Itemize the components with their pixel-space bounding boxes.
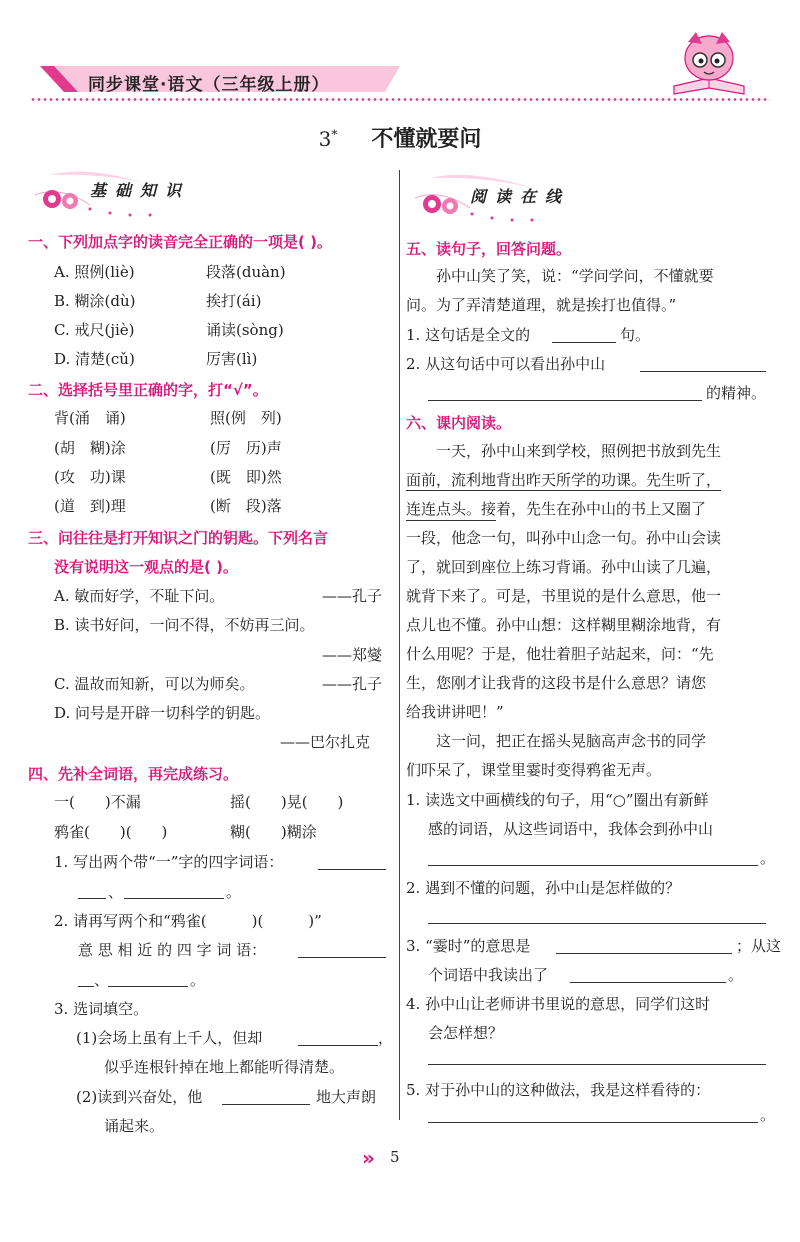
mascot-book-icon — [666, 28, 752, 100]
page-number: 5 — [390, 1148, 400, 1166]
end-mark: 。 — [760, 849, 776, 867]
q3-title-line1: 三、问往往是打开知识之门的钥匙。下列名言 — [28, 529, 329, 547]
q2-title: 二、选择括号里正确的字，打“√”。 — [28, 381, 268, 399]
passage-line: 给我讲讲吧！” — [406, 703, 504, 721]
q1-option: 挨打(ái) — [206, 292, 262, 310]
answer-blank[interactable] — [428, 865, 758, 866]
q3-option-c: C. 温故而知新，可以为师矣。 — [54, 675, 255, 693]
q2-choice: (道 到)理 — [54, 497, 126, 515]
q4-sub3-1-cont: 似乎连根针掉在地上都能听得清楚。 — [104, 1058, 345, 1076]
passage-line: 生，您刚才让我背的这段书是什么意思？请您 — [406, 674, 707, 692]
q3-author: ——孔子 — [322, 675, 383, 693]
answer-blank[interactable] — [428, 400, 702, 401]
lesson-title-row — [0, 122, 800, 153]
q4-sub2-line2: 意 思 相 近 的 四 字 词 语： — [78, 941, 267, 959]
q3-author: ——孔子 — [322, 587, 383, 605]
header-title: 同步课堂·语文（三年级上册） — [88, 75, 330, 95]
q1-option: D. 清楚(cǔ) — [54, 350, 135, 368]
q2-choice: 照(例 列) — [210, 409, 282, 427]
q4-sub2-line1: 2. 请再写两个和“鸦雀( )( )” — [54, 912, 322, 930]
passage-line: 一天，孙中山来到学校，照例把书放到先生 — [436, 442, 722, 460]
q3-author: ——巴尔扎克 — [280, 733, 371, 751]
q1-option: B. 糊涂(dù) — [54, 292, 136, 310]
q1-option: 诵读(sòng) — [206, 321, 284, 339]
q3-title-line2: 没有说明这一观点的是( )。 — [54, 558, 238, 576]
passage-line: 点儿也不懂。孙中山想：这样糊里糊涂地背，有 — [406, 616, 722, 634]
q5-sub1-b: 句。 — [620, 326, 651, 344]
q5-sub1-a: 1. 这句话是全文的 — [406, 326, 531, 344]
answer-blank[interactable] — [108, 986, 188, 987]
answer-blank[interactable] — [428, 1122, 758, 1123]
q6-sub3-b: ；从这 — [736, 937, 782, 955]
answer-blank[interactable] — [78, 986, 94, 987]
q1-option: 厉害(lì) — [206, 350, 258, 368]
q2-choice: (攻 功)课 — [54, 468, 126, 486]
q4-sub3: 3. 选词填空。 — [54, 1000, 149, 1018]
answer-blank[interactable] — [222, 1104, 310, 1105]
lesson-title: 不懂就要问 — [371, 126, 482, 152]
passage-line: 面前，流利地背出昨天所学的功课。先生听了， — [406, 471, 722, 489]
comma-mark: ， — [378, 1029, 394, 1047]
q5-title: 五、读句子，回答问题。 — [406, 240, 572, 258]
q6-sub4-line2: 会怎样想？ — [428, 1024, 504, 1042]
answer-blank[interactable] — [570, 982, 726, 983]
q3-option-a: A. 敏而好学，不耻下问。 — [54, 587, 225, 605]
separator-mark: 、 — [94, 971, 110, 989]
answer-blank[interactable] — [318, 869, 386, 870]
q5-sub2-b: 的精神。 — [706, 384, 767, 402]
answer-blank[interactable] — [298, 957, 386, 958]
q4-sub1: 1. 写出两个带“一”字的四字词语： — [54, 853, 284, 871]
q2-choice: (胡 糊)涂 — [54, 439, 126, 457]
passage-line: 们吓呆了，课堂里霎时变得鸦雀无声。 — [406, 761, 662, 779]
answer-blank[interactable] — [298, 1045, 378, 1046]
answer-blank[interactable] — [640, 371, 766, 372]
passage-line: 了，就回到座位上练习背诵。孙中山读了几遍， — [406, 558, 722, 576]
q1-option: A. 照例(liè) — [54, 263, 135, 281]
q6-sub1-line1: 1. 读选文中画横线的句子，用“○”圈出有新鲜 — [406, 791, 709, 809]
q4-sub3-2: (2)读到兴奋处，他 — [76, 1088, 203, 1106]
passage-line: 什么用呢？于是，他壮着胆子站起来，问：“先 — [406, 645, 714, 663]
q6-sub2: 2. 遇到不懂的问题，孙中山是怎样做的？ — [406, 879, 681, 897]
q4-word: 糊( )糊涂 — [230, 823, 317, 841]
section-label-reading-online: 阅读在线 — [470, 187, 571, 206]
q4-sub3-2-b: 地大声朗 — [316, 1088, 377, 1106]
q4-title: 四、先补全词语，再完成练习。 — [28, 765, 239, 783]
q4-sub3-2-cont: 诵起来。 — [104, 1117, 165, 1135]
q5-quote-line2: 问。为了弄清楚道理，就是挨打也值得。” — [406, 296, 677, 314]
q6-sub3-a: 3. “霎时”的意思是 — [406, 937, 531, 955]
q5-sub2-a: 2. 从这句话中可以看出孙中山 — [406, 355, 606, 373]
q1-option: 段落(duàn) — [206, 263, 286, 281]
answer-blank[interactable] — [556, 953, 732, 954]
q3-option-d: D. 问号是开辟一切科学的钥匙。 — [54, 704, 271, 722]
end-mark: 。 — [760, 1106, 776, 1124]
q1-title: 一、下列加点字的读音完全正确的一项是( )。 — [28, 233, 332, 251]
q2-choice: (厉 历)声 — [210, 439, 282, 457]
q3-option-b: B. 读书好问，一问不得，不妨再三问。 — [54, 616, 315, 634]
answer-blank[interactable] — [428, 1064, 766, 1065]
q4-sub3-1: (1)会场上虽有上千人，但却 — [76, 1029, 263, 1047]
passage-line: 这一问，把正在摇头晃脑高声念书的同学 — [436, 732, 707, 750]
passage-line: 连连点头。接着，先生在孙中山的书上又圈了 — [406, 500, 707, 518]
q6-sub5: 5. 对于孙中山的这种做法，我是这样看待的： — [406, 1081, 711, 1099]
q6-sub3-c: 个词语中我读出了 — [428, 966, 549, 984]
passage-line: 就背下来了。可是，书里说的是什么意思，他一 — [406, 587, 722, 605]
answer-blank[interactable] — [78, 898, 106, 899]
lesson-number: 3* — [318, 127, 338, 151]
q1-option: C. 戒尺(jiè) — [54, 321, 135, 339]
q2-choice: 背(涌 诵) — [54, 409, 126, 427]
end-mark: 。 — [190, 971, 206, 989]
answer-blank[interactable] — [428, 923, 766, 924]
q6-title: 六、课内阅读。 — [406, 414, 512, 432]
passage-underline — [406, 520, 496, 521]
end-mark: 。 — [226, 883, 242, 901]
q5-quote-line1: 孙中山笑了笑，说：“学问学问，不懂就要 — [436, 267, 714, 285]
q3-author: ——郑燮 — [322, 646, 383, 664]
q6-sub4-line1: 4. 孙中山让老师讲书里说的意思，同学们这时 — [406, 995, 711, 1013]
q2-choice: (断 段)落 — [210, 497, 282, 515]
answer-blank[interactable] — [552, 342, 616, 343]
separator-mark: 、 — [108, 883, 124, 901]
q4-word: 摇( )晃( ) — [230, 793, 344, 811]
q4-word: 鸦雀( )( ) — [54, 823, 168, 841]
q2-choice: (既 即)然 — [210, 468, 282, 486]
column-divider — [399, 170, 400, 1120]
end-mark: 。 — [728, 966, 744, 984]
q4-word: 一( )不漏 — [54, 793, 141, 811]
answer-blank[interactable] — [124, 898, 224, 899]
header-dotted-rule — [30, 98, 770, 101]
passage-line: 一段，他念一句，叫孙中山念一句。孙中山会读 — [406, 529, 722, 547]
double-chevron-icon: » — [362, 1146, 369, 1170]
q6-sub1-line2: 感的词语，从这些词语中，我体会到孙中山 — [428, 820, 714, 838]
section-label-basic-knowledge: 基础知识 — [90, 181, 191, 200]
